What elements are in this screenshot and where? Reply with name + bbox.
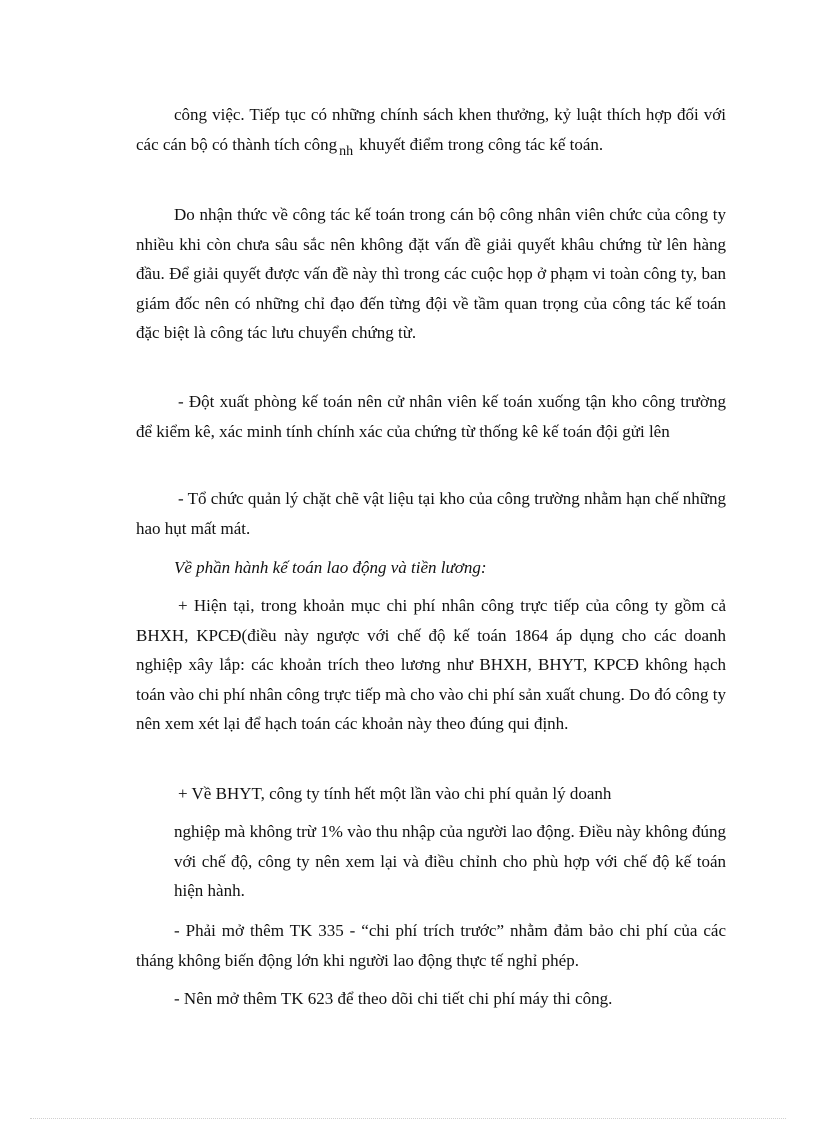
paragraph-1-text-end: khuyết điểm trong công tác kế toán. — [359, 134, 604, 154]
paragraph-6-continued — [136, 817, 726, 906]
paragraph-1 — [136, 100, 726, 161]
paragraph-7: - Phải mở thêm TK 335 - “chi phí trích trước” nhằm đảm bảo chi phí của các tháng không biến động lớn khi người lao động thực tế nghỉ phép. — [136, 921, 726, 970]
paragraph-4: - Tổ chức quản lý chặt chẽ vật liệu tại kho của công trường nhằm hạn chế những hao hụt mất mát. — [136, 489, 726, 538]
paragraph-3: - Đột xuất phòng kế toán nên cử nhân viên kế toán xuống tận kho công trường để kiểm kê, xác minh tính chính xác của chứng từ thống kê kế toán đội gửi lên — [136, 392, 726, 441]
paragraph-1-text: công việc. Tiếp tục có những chính sách khen thưởng, kỷ luật thích hợp đối với các cán bộ có thành tích công — [136, 105, 726, 154]
paragraph-8: - Nên mở thêm TK 623 để theo dõi chi tiết chi phí máy thi công. — [174, 989, 613, 1008]
paragraph-6-continued-text: nghiệp mà không trừ 1% vào thu nhập của người lao động. Điều này không đúng với chế độ, công ty nên xem lại và điều chỉnh cho phù hợp với chế độ kế toán hiện hành. — [174, 822, 726, 900]
paragraph-5: + Hiện tại, trong khoản mục chi phí nhân công trực tiếp của công ty gồm cả BHXH, KPCĐ(điều này ngược với chế độ kế toán 1864 áp dụng cho các doanh nghiệp xây lắp: các khoản trích theo lương như BHXH, BHYT, KPCĐ không hạch toán vào chi phí nhân công trực tiếp mà cho vào chi phí sản xuất chung. Do đó công ty nên xem xét lại để hạch toán các khoản này theo đúng qui định. — [136, 596, 726, 733]
paragraph-6-start: + Về BHYT, công ty tính hết một lần vào chi phí quản lý doanh — [178, 784, 612, 803]
paragraph-2: Do nhận thức về công tác kế toán trong cán bộ công nhân viên chức của công ty nhiều khi còn chưa sâu sắc nên không đặt vấn đề giải quyết khâu chứng từ lên hàng đầu. Để giải quyết được vấn đề này thì trong các cuộc họp ở phạm vi toàn công ty, ban giám đốc nên có những chỉ đạo đến từng đội về tầm quan trọng của công tác kế toán đặc biệt là công tác lưu chuyển chứng từ. — [136, 205, 726, 342]
section-heading: Về phần hành kế toán lao động và tiền lương: — [174, 558, 487, 577]
paragraph-1-subscript: nh — [339, 143, 354, 159]
page-bottom-divider — [30, 1118, 786, 1119]
